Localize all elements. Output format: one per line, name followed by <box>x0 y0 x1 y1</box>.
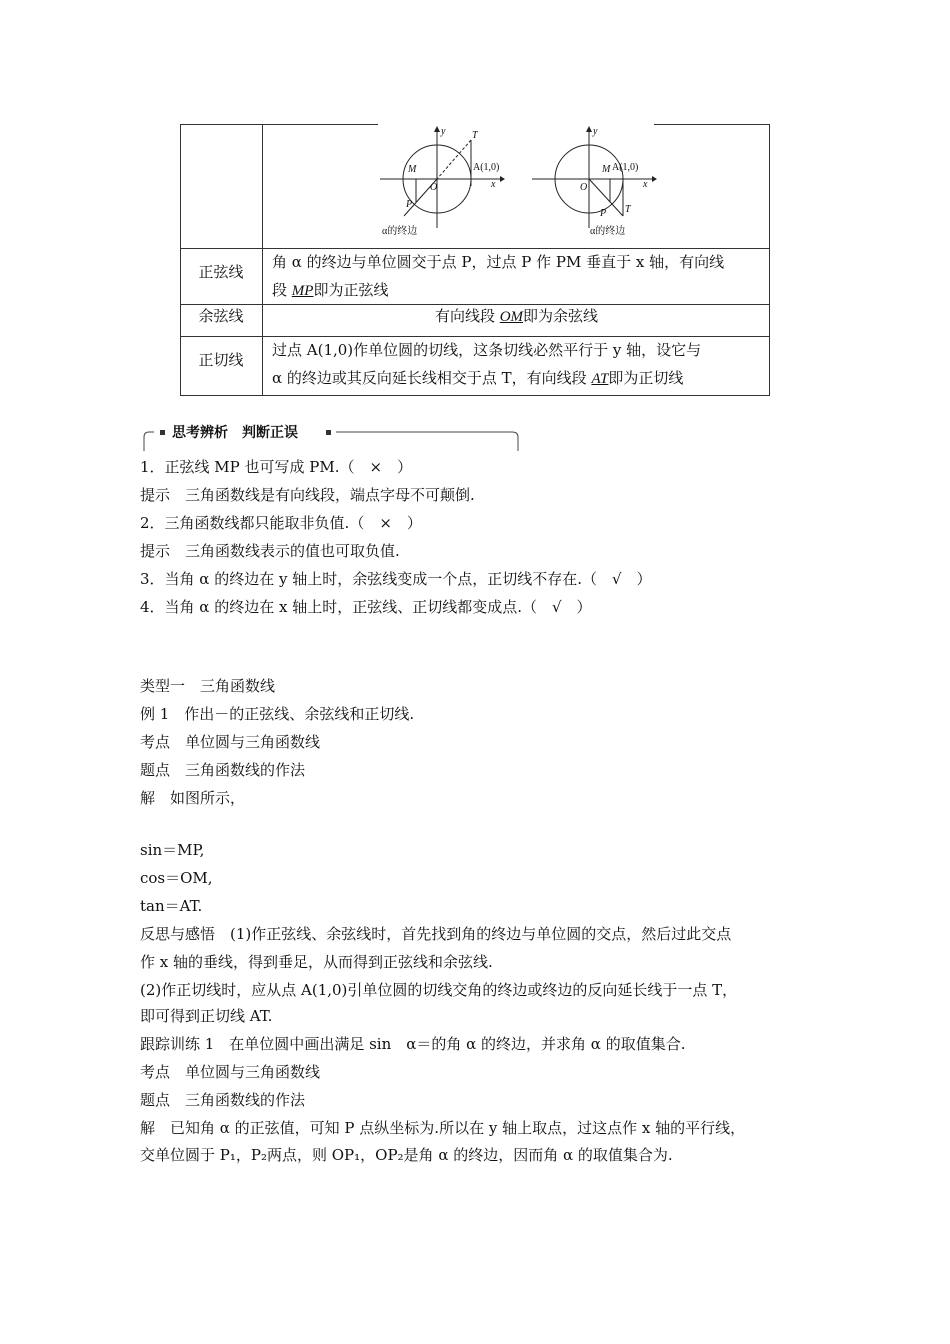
a-label: A(1,0) <box>473 162 500 173</box>
unit-circle-diagrams <box>374 124 714 246</box>
trig-lines-table <box>180 124 770 396</box>
row-label-sine: 正弦线 <box>198 263 244 281</box>
sine-line-label: MP <box>291 283 314 299</box>
x-label: x <box>643 179 648 190</box>
row-label-tangent: 正切线 <box>198 351 244 369</box>
text-segment: α 的终边或其反向延长线相交于点 T，有向线段 <box>272 369 592 387</box>
row-text-sine <box>272 248 762 305</box>
reflection-line-3: (2)作正切线时，应从点 A(1,0)引单位圆的切线交角的终边或终边的反向延长线于一点 T， <box>140 981 738 999</box>
square-bullet-icon <box>326 430 331 435</box>
square-bullet-icon <box>160 430 165 435</box>
x-axis-arrow-icon <box>500 176 505 182</box>
text-segment: 段 <box>272 281 292 299</box>
row-text-tangent <box>272 336 762 393</box>
a-label: A(1,0) <box>612 162 639 173</box>
kaodian: 考点 单位圆与三角函数线 <box>140 733 321 751</box>
solution-line-1: 解 已知角 α 的正弦值，可知 P 点纵坐标为.所以在 y 轴上取点，过这点作 x 轴的平行线， <box>140 1119 746 1137</box>
row-text-cosine <box>263 306 770 327</box>
x-axis-arrow-icon <box>652 176 657 182</box>
tidian: 题点 三角函数线的作法 <box>140 761 306 779</box>
type-heading: 类型一 三角函数线 <box>140 677 276 695</box>
table-border-top-left <box>180 124 378 125</box>
text-segment: 有向线段 <box>434 307 500 325</box>
y-label: y <box>441 126 446 137</box>
reflection-line-4: 即可得到正切线 AT. <box>140 1007 273 1025</box>
t-label: T <box>472 130 478 141</box>
reflection-line-1: 反思与感悟 (1)作正弦线、余弦线时，首先找到角的终边与单位圆的交点，然后过此交点 <box>140 925 732 943</box>
y-axis-arrow-icon <box>434 126 440 132</box>
section-header-box <box>142 423 520 453</box>
row-text-line: 角 α 的终边与单位圆交于点 P，过点 P 作 PM 垂直于 x 轴，有向线 <box>272 253 725 271</box>
question-1: 1．正弦线 MP 也可写成 PM.（ × ） <box>140 458 413 476</box>
text-segment: 即为余弦线 <box>523 307 599 325</box>
question-2: 2．三角函数线都只能取非负值.（ × ） <box>140 514 422 532</box>
section-header-title: 思考辨析 判断正误 <box>172 425 298 441</box>
tidian-2: 题点 三角函数线的作法 <box>140 1091 306 1109</box>
m-label: M <box>602 164 611 175</box>
row-text-line: 过点 A(1,0)作单位圆的切线，这条切线必然平行于 y 轴，设它与 <box>272 341 702 359</box>
p-label: P <box>600 208 607 219</box>
hint-1: 提示 三角函数线是有向线段，端点字母不可颠倒. <box>140 486 475 504</box>
kaodian-2: 考点 单位圆与三角函数线 <box>140 1063 321 1081</box>
example-1: 例 1 作出－的正弦线、余弦线和正切线. <box>140 705 415 723</box>
question-3: 3．当角 α 的终边在 y 轴上时，余弦线变成一个点，正切线不存在.（ √ ） <box>140 570 652 588</box>
reflection-line-2: 作 x 轴的垂线，得到垂足，从而得到正弦线和余弦线. <box>140 953 493 971</box>
y-axis-arrow-icon <box>586 126 592 132</box>
table-border-bottom <box>180 395 770 396</box>
o-label: O <box>430 182 438 193</box>
o-label: O <box>580 182 588 193</box>
row-text-line <box>272 276 762 305</box>
solution-line-2: 交单位圆于 P₁，P₂两点，则 OP₁，OP₂是角 α 的终边，因而角 α 的取值集合为. <box>140 1146 673 1164</box>
tangent-line-label: AT <box>591 371 609 387</box>
text-segment: 即为正切线 <box>608 369 684 387</box>
m-label: M <box>408 164 417 175</box>
table-border-right <box>769 124 770 396</box>
t-label: T <box>625 204 631 215</box>
solution-start: 解 如图所示， <box>140 789 246 807</box>
y-label: y <box>593 126 598 137</box>
text-segment: 即为正弦线 <box>313 281 389 299</box>
terminal-side-caption: α的终边 <box>590 226 626 237</box>
practice-1: 跟踪训练 1 在单位圆中画出满足 sin α＝的角 α 的终边，并求角 α 的取值集合. <box>140 1035 686 1053</box>
row-text-line <box>272 364 762 393</box>
row-label-cosine: 余弦线 <box>198 307 244 325</box>
hint-2: 提示 三角函数线表示的值也可取负值. <box>140 542 400 560</box>
diagram-right <box>532 126 657 237</box>
formula-tan: tan＝AT. <box>140 897 203 915</box>
formula-sin: sin＝MP, <box>140 841 205 859</box>
table-column-divider <box>262 124 263 396</box>
cosine-line-label: OM <box>499 309 524 325</box>
question-4: 4．当角 α 的终边在 x 轴上时，正弦线、正切线都变成点.（ √ ） <box>140 598 592 616</box>
terminal-side-caption: α的终边 <box>382 226 418 237</box>
diagram-left <box>380 126 505 237</box>
formula-cos: cos＝OM, <box>140 869 213 887</box>
p-label: P <box>406 199 413 210</box>
x-label: x <box>491 179 496 190</box>
